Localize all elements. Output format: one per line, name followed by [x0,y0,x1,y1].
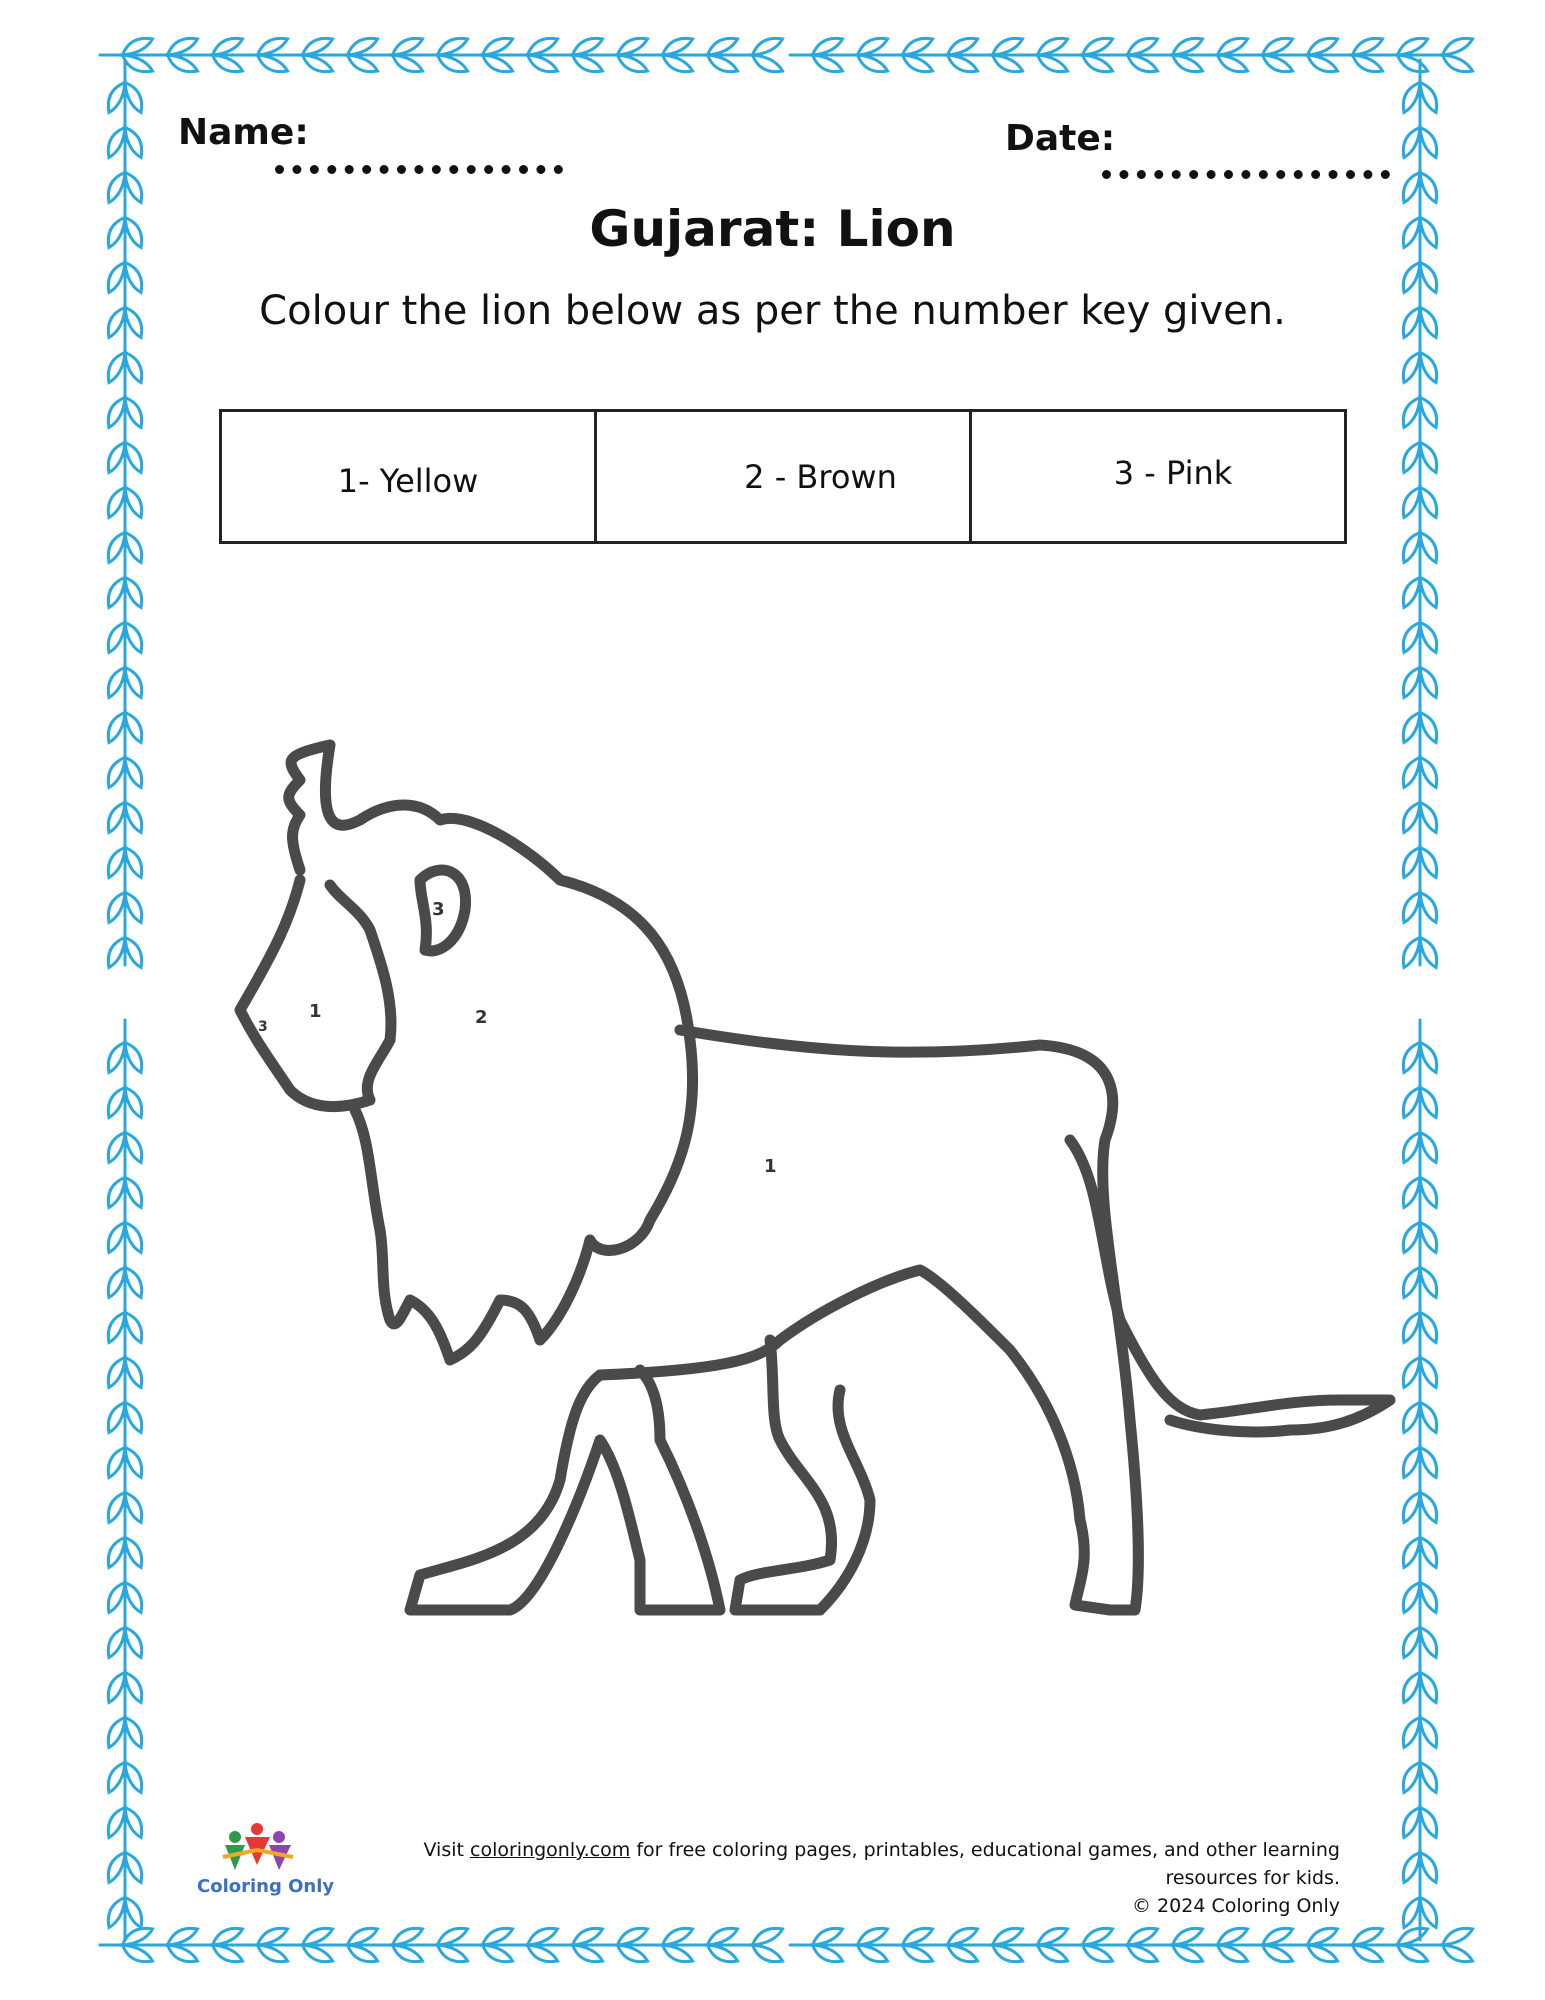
lion-mane-outline [289,745,693,1360]
footer-visit-suffix: for free coloring pages, printables, educational games, and other learning resources for kids. [630,1839,1340,1889]
color-key-label: 1- Yellow [337,461,479,500]
logo-text: Coloring Only [197,1876,335,1897]
lion-number-face: 1 [309,1001,322,1022]
color-key-label: 2 - Brown [744,457,897,496]
lion-number-body: 1 [764,1156,777,1177]
footer-link[interactable]: coloringonly.com [470,1839,631,1861]
lion-number-eye: 3 [432,899,445,920]
lion-number-nose: 3 [258,1019,268,1035]
date-label: Date: [1005,118,1116,159]
page-title: Gujarat: Lion [589,200,956,258]
footer-text [330,1836,1340,1920]
footer-copyright: © 2024 Coloring Only [1132,1895,1340,1917]
instruction-text: Colour the lion below as per the number key given. [259,288,1286,334]
color-key-label: 3 - Pink [1113,453,1233,492]
footer-visit-prefix: Visit [423,1839,470,1861]
lion-back-leg-outline [735,1340,870,1610]
lion-front-leg-outline [410,1370,720,1610]
lion-face-outline [240,880,391,1107]
lion-number-mane: 2 [475,1007,488,1028]
name-label: Name: [178,112,309,153]
